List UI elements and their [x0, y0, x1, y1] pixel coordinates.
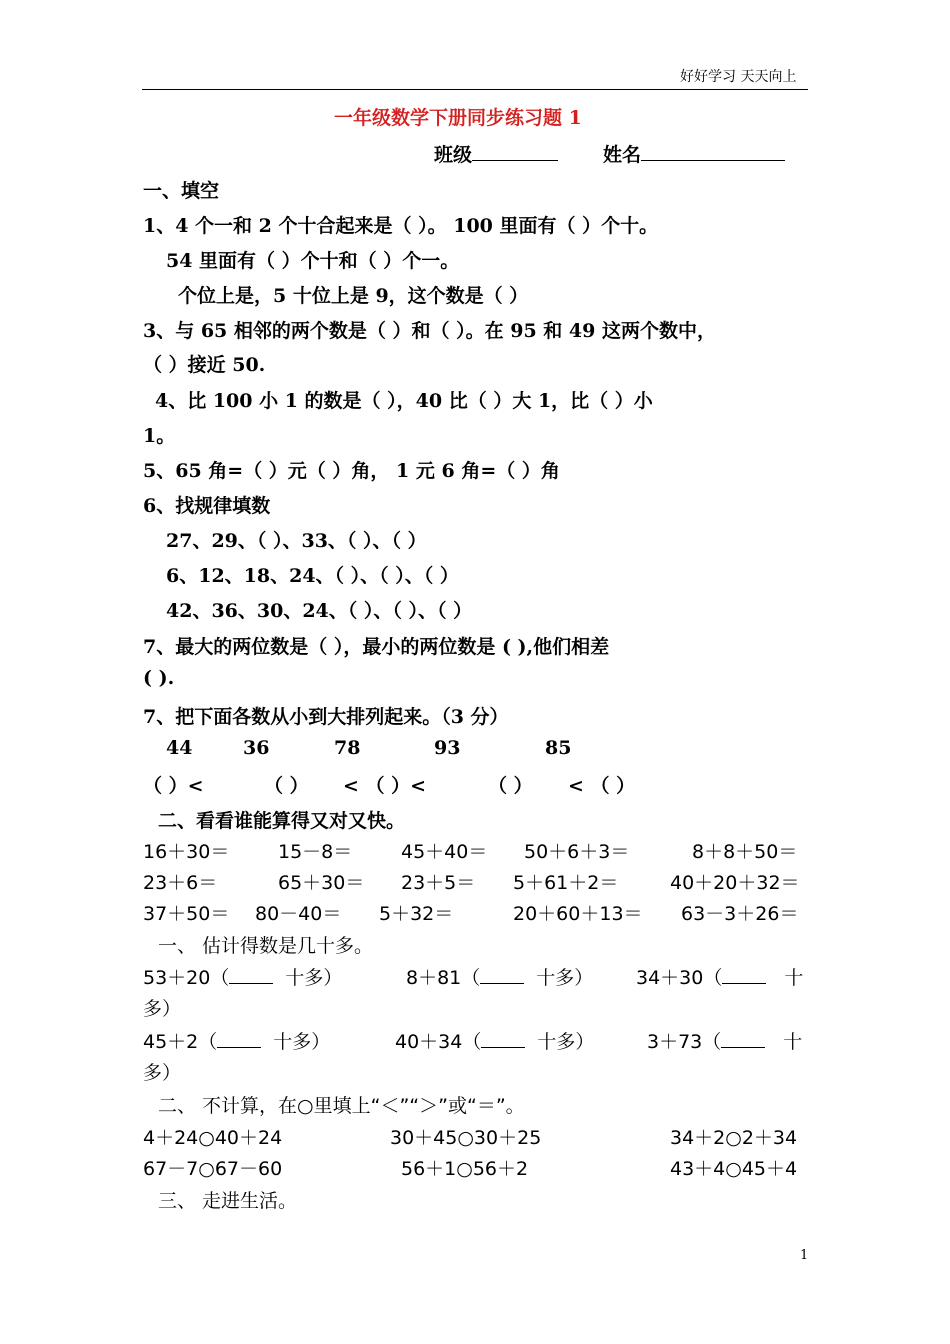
question-5: 5、65 角=（ ）元（ ）角， 1 元 6 角=（ ）角: [143, 460, 560, 482]
estimate-blank[interactable]: [229, 967, 273, 984]
order-blank: （ ）: [264, 775, 309, 797]
page-number: 1: [800, 1248, 809, 1263]
compare-item: 43＋4○45＋4: [670, 1158, 798, 1180]
calc-item: 80－40＝: [255, 903, 342, 925]
number-item: 85: [545, 737, 572, 759]
estimate-row-2: [647, 1027, 802, 1054]
estimate-expr: 3＋73（: [647, 1031, 722, 1053]
class-field: [434, 140, 558, 167]
calc-item: 37＋50＝: [143, 903, 230, 925]
compare-item: 56＋1○56＋2: [401, 1158, 529, 1180]
estimate-suffix: 十: [784, 967, 804, 989]
question-1: 1、4 个一和 2 个十合起来是（ ）。 100 里面有（ ）个十。: [143, 215, 659, 237]
name-field: [603, 140, 785, 167]
question-4a: 4、比 100 小 1 的数是（ ），40 比（ ）大 1，比（ ）小: [155, 390, 653, 412]
estimate-suffix: 十多）: [285, 967, 343, 989]
estimate-row-1: [636, 963, 803, 990]
estimate-blank[interactable]: [721, 1031, 765, 1048]
calc-item: 40＋20＋32＝: [670, 872, 800, 894]
estimate-wrap: 多）: [143, 998, 182, 1020]
class-label: 班级: [434, 144, 473, 166]
question-2: 个位上是，5 十位上是 9，这个数是（ ）: [178, 285, 529, 307]
order-blank: < （ ）: [568, 775, 636, 797]
calc-item: 63－3＋26＝: [681, 903, 799, 925]
number-item: 44: [166, 737, 193, 759]
compare-item: 34＋2○2＋34: [670, 1127, 798, 1149]
section5-heading: 三、 走进生活。: [158, 1190, 298, 1212]
question-3a: 3、与 65 相邻的两个数是（ ）和（ ）。在 95 和 49 这两个数中，: [143, 320, 716, 342]
name-label: 姓名: [603, 144, 642, 166]
estimate-expr: 34＋30（: [636, 967, 723, 989]
calc-item: 5＋32＝: [379, 903, 454, 925]
order-blank: （ ）: [488, 775, 533, 797]
number-item: 78: [334, 737, 361, 759]
estimate-row-1: [406, 963, 593, 990]
calc-item: 50＋6＋3＝: [524, 841, 630, 863]
section4-heading: 二、 不计算，在○里填上“＜”“＞”或“＝”。: [158, 1095, 525, 1117]
question-6: 6、找规律填数: [143, 495, 271, 517]
compare-item: 67－7○67－60: [143, 1158, 283, 1180]
estimate-row-2: [143, 1027, 330, 1054]
estimate-expr: 8＋81（: [406, 967, 481, 989]
estimate-blank[interactable]: [722, 967, 766, 984]
estimate-blank[interactable]: [480, 967, 524, 984]
estimate-row-2: [395, 1027, 594, 1054]
estimate-expr: 45＋2（: [143, 1031, 218, 1053]
estimate-wrap: 多）: [143, 1062, 182, 1084]
calc-item: 5＋61＋2＝: [513, 872, 619, 894]
section2-heading: 二、看看谁能算得又对又快。: [158, 810, 406, 832]
estimate-suffix: 十多）: [537, 1031, 595, 1053]
calc-item: 45＋40＝: [401, 841, 488, 863]
estimate-suffix: 十多）: [536, 967, 594, 989]
question-7a: 7、最大的两位数是（ ），最小的两位数是 ( ),他们相差: [143, 636, 610, 658]
section1-heading: 一、填空: [143, 180, 220, 202]
estimate-suffix: 十: [783, 1031, 803, 1053]
question-7b: ( ).: [143, 667, 175, 689]
pattern-row-2: 6、12、18、24、（ ）、（ ）、（ ）: [166, 565, 459, 587]
class-blank[interactable]: [472, 144, 558, 161]
calc-item: 23＋6＝: [143, 872, 218, 894]
calc-item: 23＋5＝: [401, 872, 476, 894]
estimate-expr: 40＋34（: [395, 1031, 482, 1053]
pattern-row-1: 27、29、（ ）、33、（ ）、（ ）: [166, 530, 427, 552]
order-blank: （ ）<: [143, 775, 204, 797]
section3-heading: 一、 估计得数是几十多。: [158, 935, 374, 957]
calc-item: 20＋60＋13＝: [513, 903, 643, 925]
name-blank[interactable]: [641, 144, 785, 161]
calc-item: 16＋30＝: [143, 841, 230, 863]
header-motto: 好好学习 天天向上: [680, 69, 797, 85]
order-blank: < （ ）<: [343, 775, 427, 797]
pattern-row-3: 42、36、30、24、（ ）、（ ）、（ ）: [166, 600, 473, 622]
calc-item: 65＋30＝: [278, 872, 365, 894]
compare-item: 4＋24○40＋24: [143, 1127, 283, 1149]
compare-item: 30＋45○30＋25: [390, 1127, 542, 1149]
calc-item: 15－8＝: [278, 841, 353, 863]
question-3b: （ ）接近 50.: [143, 354, 266, 376]
page-title: 一年级数学下册同步练习题 1: [334, 107, 582, 129]
number-item: 93: [434, 737, 461, 759]
question-4b: 1。: [143, 425, 176, 447]
calc-item: 8＋8＋50＝: [692, 841, 798, 863]
estimate-blank[interactable]: [481, 1031, 525, 1048]
header-rule: [142, 89, 808, 90]
question-1b: 54 里面有（ ）个十和（ ）个一。: [166, 250, 460, 272]
question-8: 7、把下面各数从小到大排列起来。（3 分）: [143, 706, 509, 728]
estimate-row-1: [143, 963, 342, 990]
estimate-blank[interactable]: [217, 1031, 261, 1048]
estimate-expr: 53＋20（: [143, 967, 230, 989]
estimate-suffix: 十多）: [273, 1031, 331, 1053]
number-item: 36: [243, 737, 270, 759]
